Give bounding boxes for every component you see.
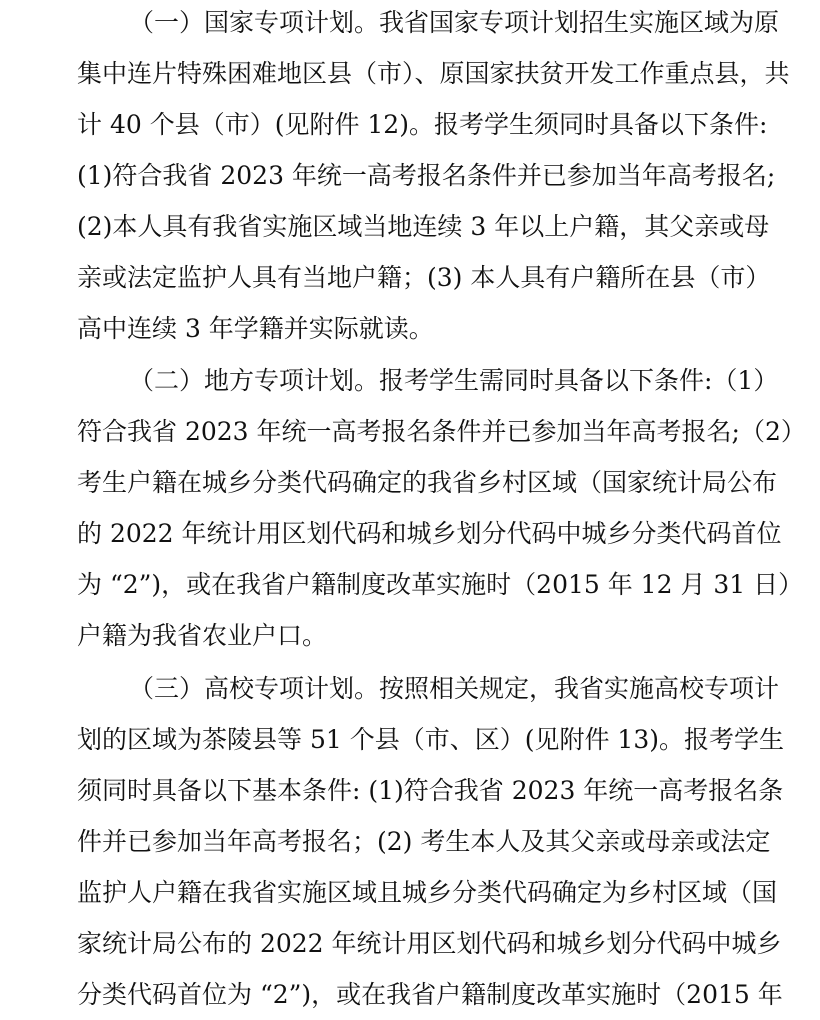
- paragraph-university-plan: [77, 663, 784, 1020]
- text-line: (1)符合我省 2023 年统一高考报名条件并已参加当年高考报名;: [77, 161, 776, 190]
- paragraph-local-plan: [77, 355, 806, 661]
- text-line: 须同时具备以下基本条件: (1)符合我省 2023 年统一高考报名条: [77, 776, 784, 805]
- text-line: 为 “2”)，或在我省户籍制度改革实施时（2015 年 12 月 31 日）: [77, 570, 804, 599]
- text-line: 集中连片特殊困难地区县（市）、原国家扶贫开发工作重点县，共: [77, 59, 790, 88]
- text-line: 高中连续 3 年学籍并实际就读。: [77, 314, 434, 343]
- text-line: 考生户籍在城乡分类代码确定的我省乡村区域（国家统计局公布: [77, 468, 778, 497]
- text-line: 监护人户籍在我省实施区域且城乡分类代码确定为乡村区域（国: [77, 878, 778, 907]
- text-line: (2)本人具有我省实施区域当地连续 3 年以上户籍，其父亲或母: [77, 212, 770, 241]
- text-line: 分类代码首位为 “2”)，或在我省户籍制度改革实施时（2015 年: [77, 980, 783, 1009]
- text-line: 家统计局公布的 2022 年统计用区划代码和城乡划分代码中城乡: [77, 929, 782, 958]
- text-line: 亲或法定监护人具有当地户籍；(3) 本人具有户籍所在县（市）: [77, 263, 771, 292]
- text-line: 的 2022 年统计用区划代码和城乡划分代码中城乡分类代码首位: [77, 519, 782, 548]
- text-line: 划的区域为茶陵县等 51 个县（市、区）(见附件 13)。报考学生: [77, 725, 784, 754]
- paragraph-national-plan: [77, 0, 790, 354]
- text-line: （一）国家专项计划。我省国家专项计划招生实施区域为原: [129, 8, 780, 37]
- text-line: （三）高校专项计划。按照相关规定，我省实施高校专项计: [129, 674, 780, 703]
- text-line: （二）地方专项计划。报考学生需同时具备以下条件:（1）: [129, 366, 779, 395]
- text-line: 符合我省 2023 年统一高考报名条件并已参加当年高考报名;（2）: [77, 417, 806, 446]
- text-line: 户籍为我省农业户口。: [77, 621, 328, 650]
- text-line: 件并已参加当年高考报名；(2) 考生本人及其父亲或母亲或法定: [77, 827, 771, 856]
- text-line: 计 40 个县（市）(见附件 12)。报考学生须同时具备以下条件:: [77, 110, 768, 139]
